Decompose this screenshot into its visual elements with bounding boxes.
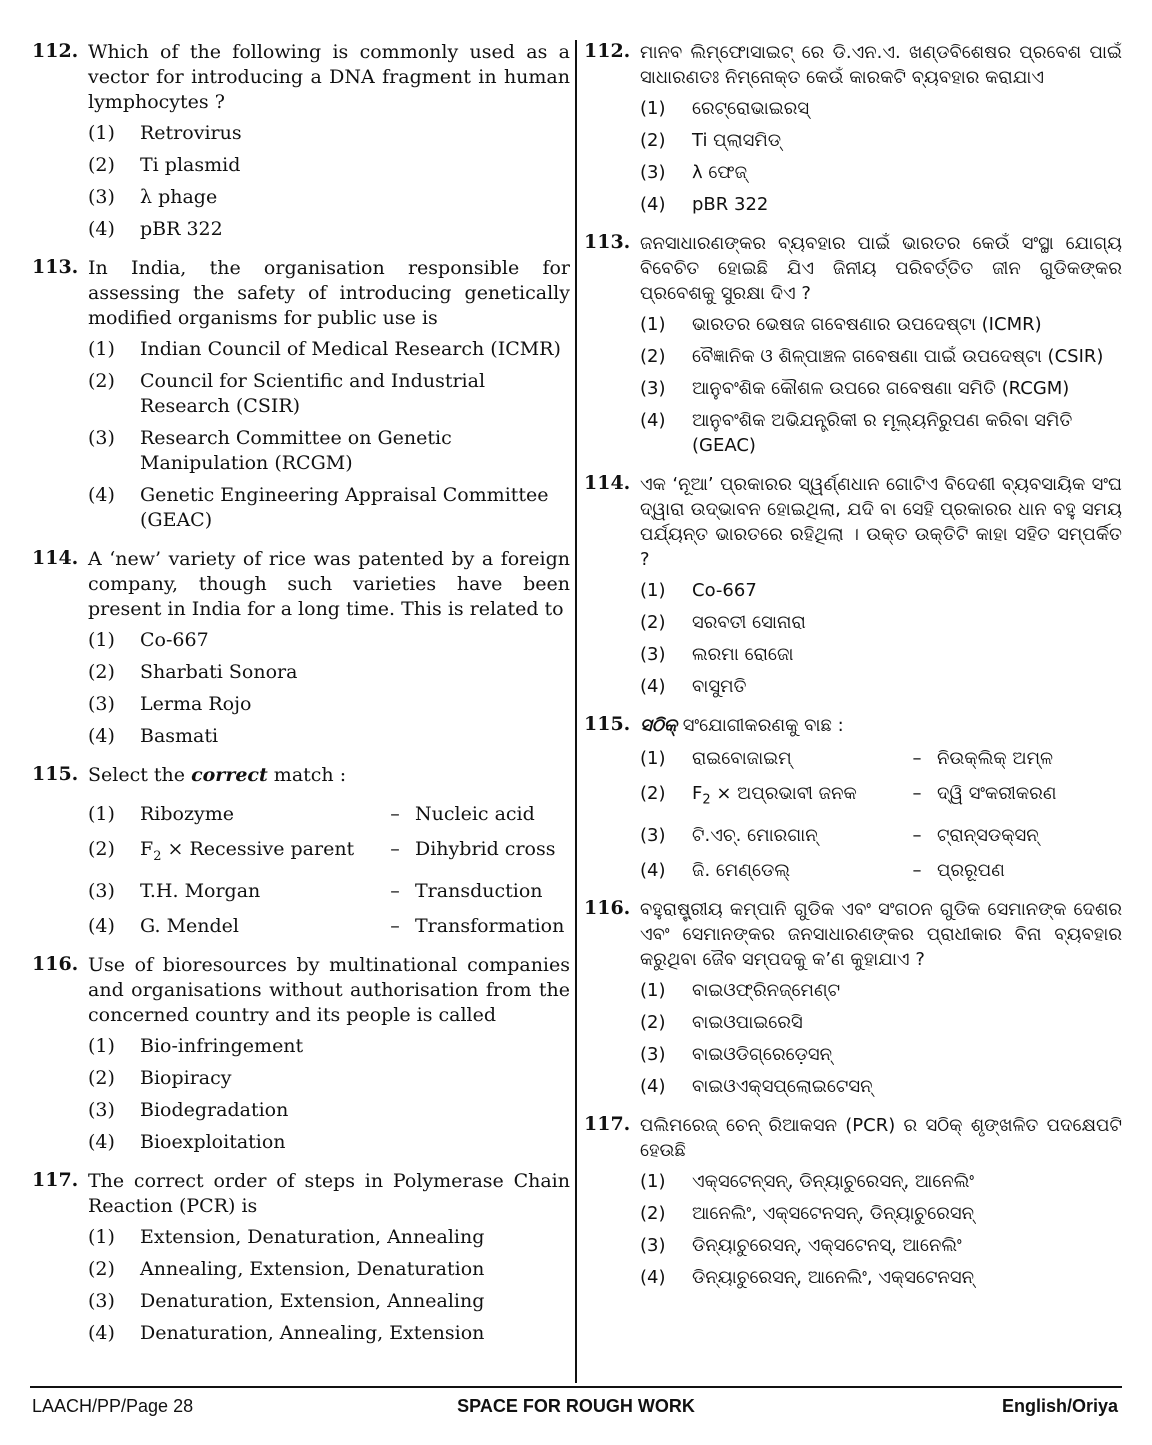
option-number: (3): [640, 1234, 666, 1256]
match-dash: –: [390, 879, 400, 902]
option-text: Ti ପ୍ଲାସମିଡ୍: [692, 130, 782, 151]
question: [30, 953, 570, 1155]
match-right-term: Transduction: [415, 879, 543, 902]
option: [88, 153, 570, 178]
match-dash: –: [912, 859, 922, 881]
option-text: ଆନୁବଂଶିକ ଅଭିଯନ୍ତ୍ରିକୀ ର ମୂଲ୍ୟନିରୁପଣ କରିବା ସମିତି (GEAC): [692, 410, 1073, 456]
option-number: (1): [88, 1034, 115, 1057]
option: [640, 376, 1122, 401]
question-stem: ମାନବ ଲିମ୍ଫୋସାଇଟ୍ ରେ ଡି.ଏନ.ଏ. ଖଣ୍ଡବିଶେଷର ପ୍ରବେଶ ପାଇଁ ସାଧାରଣତଃ ନିମ୍ନୋକ୍ତ କେଉଁ କାରକଟି ବ୍ୟବହାର କରାଯାଏ: [640, 42, 1122, 88]
option-text: ଡିନ୍ୟାଚୁରେସନ୍, ଆନେଲିଂ, ଏକ୍ସଟେନସନ୍: [692, 1266, 975, 1288]
option: [640, 312, 1122, 337]
option-text: pBR 322: [140, 218, 223, 240]
option-list: [88, 1034, 570, 1155]
match-left-term: ଜି. ମେଣ୍ଡେଲ୍: [692, 859, 790, 881]
match-right-term: Transformation: [415, 914, 565, 937]
match-left-term: G. Mendel: [140, 914, 239, 937]
question-number: 117.: [32, 1168, 79, 1191]
question-number: 113.: [584, 231, 631, 253]
option-number: (2): [640, 612, 666, 633]
option-number: (4): [640, 194, 666, 215]
option-text: Sharbati Sonora: [140, 661, 298, 683]
option: [640, 96, 1122, 121]
option-list: [88, 337, 570, 533]
question-stem: [640, 713, 1122, 738]
option-number: (1): [88, 629, 115, 651]
english-column: [30, 40, 570, 1380]
option: [88, 1034, 570, 1059]
option-text: Biopiracy: [140, 1066, 232, 1089]
option-text: Retrovirus: [140, 122, 242, 144]
option-number: (3): [640, 644, 666, 665]
option-list: [88, 1225, 570, 1346]
option: [640, 1201, 1122, 1226]
option: [88, 217, 570, 242]
option-text: ବୈଜ୍ଞାନିକ ଓ ଶିଳ୍ପାଞ୍ଚଳ ଗବେଷଣା ପାଇଁ ଉପଦେଷ୍ଟା (CSIR): [692, 346, 1104, 367]
option-list: [640, 96, 1122, 217]
option: [640, 1042, 1122, 1067]
option-text: Indian Council of Medical Research (ICMR): [140, 338, 561, 360]
option-number: (4): [88, 725, 115, 747]
option-text: ବାଇଓଡିଗ୍ରେଡ଼େସନ୍: [692, 1043, 833, 1065]
option: [640, 128, 1122, 153]
option: [88, 337, 570, 362]
match-table: [88, 802, 570, 939]
match-dash: –: [912, 783, 922, 804]
option-number: (1): [640, 748, 666, 769]
option-text: Lerma Rojo: [140, 693, 252, 715]
option-text: ଡିନ୍ୟାଚୁରେସନ୍, ଏକ୍ସଟେନସ୍, ଆନେଲିଂ: [692, 1234, 962, 1256]
option-text: Bioexploitation: [140, 1130, 286, 1153]
option-text: ବାଇଓଫ୍ରିନଜ୍‌ମେଣ୍ଟ: [692, 979, 841, 1001]
question-stem: ଏକ ‘ନୂଆ’ ପ୍ରକାରର ସ୍ୱର୍ଣ୍ଣଧାନ ଗୋଟିଏ ବିଦେଶୀ ବ୍ୟବସାୟିକ ସଂଘ ଦ୍ୱାରା ଉଦ୍ଭାବନ ହୋଇଥିଲା, ଯଦି ବା ସେହି ପ୍ରକାରର ଧାନ ବହୁ ସମୟ ପର୍ଯ୍ୟନ୍ତ ଭାରତରେ ରହିଥିଲା । ଉକ୍ତ ଉକ୍ତିଟି କାହା ସହିତ ସମ୍ପର୍କିତ ?: [640, 474, 1122, 570]
option: [88, 1098, 570, 1123]
option-list: [640, 578, 1122, 699]
option: [88, 369, 570, 419]
match-row: [640, 781, 1122, 813]
match-right-term: Nucleic acid: [415, 803, 535, 825]
match-right-term: ନିଉକ୍ଲିକ୍ ଅମ୍ଳ: [937, 748, 1054, 769]
match-row: [640, 746, 1122, 771]
option-text: Basmati: [140, 725, 219, 747]
option: [88, 628, 570, 653]
match-row: [88, 879, 570, 904]
option-number: (3): [640, 824, 666, 846]
stem-emphasis: correct: [191, 764, 268, 786]
question-number: 116.: [32, 952, 79, 975]
option-number: (4): [640, 676, 666, 697]
match-dash: –: [390, 838, 400, 860]
option-number: (4): [88, 218, 115, 240]
option-number: (3): [88, 1289, 115, 1312]
option-number: (2): [640, 346, 666, 367]
question-number: 115.: [584, 713, 631, 735]
option-number: (1): [640, 979, 666, 1001]
question-stem: ଜନସାଧାରଣଙ୍କର ବ୍ୟବହାର ପାଇଁ ଭାରତର କେଉଁ ସଂସ୍ଥା ଯୋଗ୍ୟ ବିବେଚିତ ହୋଇଛି ଯିଏ ଜିନୀୟ ପରିବର୍ତ୍ତିତ ଜୀନ ଗୁଡିକଙ୍କର ପ୍ରବେଶକୁ ସୁରକ୍ଷା ଦିଏ ?: [640, 233, 1122, 304]
question: [582, 231, 1122, 458]
option-list: [640, 312, 1122, 458]
option-text: Genetic Engineering Appraisal Committee (GEAC): [140, 484, 549, 531]
question-stem: ବହୁରାଷ୍ଟ୍ରୀୟ କମ୍ପାନି ଗୁଡିକ ଏବଂ ସଂଗଠନ ଗୁଡିକ ସେମାନଙ୍କ ଦେଶର ଏବଂ ସେମାନଙ୍କର ଜନସାଧାରଣଙ୍କର ପ୍ରାଧୀକାର ବିନା ବ୍ୟବହାର କରୁଥିବା ଜୈବ ସମ୍ପଦକୁ କ’ଣ କୁହାଯାଏ ?: [640, 898, 1122, 970]
match-left-term: T.H. Morgan: [140, 879, 261, 902]
term-text: F: [140, 838, 154, 860]
oriya-column: [582, 40, 1122, 1380]
option: [640, 344, 1122, 369]
option: [640, 642, 1122, 667]
option-text: Council for Scientific and Industrial Research (CSIR): [140, 370, 486, 417]
option: [640, 1169, 1122, 1194]
option-number: (2): [88, 661, 115, 683]
option-number: (2): [640, 1202, 666, 1224]
option-number: (3): [640, 162, 666, 183]
match-table: [640, 746, 1122, 883]
question-stem: [88, 763, 570, 788]
option: [640, 610, 1122, 635]
stem-text: ସଂଯୋଗୀକରଣକୁ ବାଛ :: [677, 715, 844, 736]
term-text: × ଅପ୍ରଭାବୀ ଜନକ: [710, 783, 857, 804]
option-number: (4): [640, 859, 666, 881]
option-number: (1): [640, 314, 666, 335]
question-number: 114.: [584, 472, 631, 494]
option-number: (1): [88, 122, 115, 144]
option-text: ବାଇଓପାଇରେସି: [692, 1011, 803, 1033]
question-number: 112.: [32, 40, 79, 62]
option: [88, 426, 570, 476]
option-text: ଭାରତର ଭେଷଜ ଗବେଷଣାର ଉପଦେଷ୍ଟା (ICMR): [692, 314, 1042, 335]
option-number: (2): [88, 838, 115, 860]
match-dash: –: [390, 803, 400, 825]
option-list: [640, 978, 1122, 1099]
question: [30, 40, 570, 242]
option-text: ଆନୁବଂଶିକ କୌଶଳ ଉପରେ ଗବେଷଣା ସମିତି (RCGM): [692, 378, 1070, 399]
question-number: 116.: [584, 896, 631, 919]
option-number: (4): [88, 1130, 115, 1153]
option-number: (1): [88, 338, 115, 360]
option-text: λ ଫେଜ୍: [692, 162, 748, 183]
option-number: (2): [640, 130, 666, 151]
question-number: 114.: [32, 547, 79, 569]
option-text: Research Committee on Genetic Manipulation (RCGM): [140, 427, 452, 474]
match-dash: –: [912, 824, 922, 846]
option-number: (4): [640, 1075, 666, 1097]
option-text: ବାଇଓଏକ୍ସପ୍ଲୋଇଟେସନ୍: [692, 1075, 873, 1097]
option-number: (2): [88, 1257, 115, 1280]
option-number: (3): [88, 427, 115, 449]
question: [582, 897, 1122, 1099]
option-number: (2): [640, 783, 666, 804]
option-text: Ti plasmid: [140, 154, 241, 176]
option: [640, 1233, 1122, 1258]
match-dash: –: [912, 748, 922, 769]
option-text: ବାସୁମତି: [692, 676, 747, 697]
option-text: Co-667: [140, 629, 209, 651]
option-text: Bio-infringement: [140, 1034, 304, 1057]
option: [88, 692, 570, 717]
question: [582, 40, 1122, 217]
option-text: ସରବତୀ ସୋନାରା: [692, 612, 806, 633]
option-number: (1): [88, 803, 115, 825]
option: [88, 660, 570, 685]
question-stem: A ‘new’ variety of rice was patented by a foreign company, though such varieties have been present in India for a long time. This is related to: [88, 548, 570, 620]
option-number: (4): [88, 914, 115, 937]
option-text: λ phage: [140, 186, 218, 208]
option: [88, 121, 570, 146]
option: [640, 408, 1122, 458]
match-left-term: Ribozyme: [140, 803, 234, 825]
footer-language: English/Oriya: [1001, 1396, 1118, 1416]
match-left-term: [692, 781, 897, 813]
match-right-term: Dihybrid cross: [415, 838, 556, 860]
option-number: (2): [88, 370, 115, 392]
option-number: (2): [88, 154, 115, 176]
option-number: (3): [640, 378, 666, 399]
option-text: ଲରମା ରୋଜୋ: [692, 644, 794, 665]
question-stem: Which of the following is commonly used as a vector for introducing a DNA fragment in human lymphocytes ?: [88, 41, 570, 113]
match-left-term: ରାଇବୋଜାଇମ୍: [692, 748, 792, 769]
option: [640, 674, 1122, 699]
option-number: (4): [640, 1266, 666, 1288]
option-text: ଏକ୍ସଟେନ୍‌ସନ୍, ଡିନ୍ୟାଚୁରେସନ୍, ଆନେଲିଂ: [692, 1170, 975, 1192]
option-text: Denaturation, Annealing, Extension: [140, 1321, 485, 1344]
option: [640, 160, 1122, 185]
option: [88, 1289, 570, 1314]
option-number: (3): [88, 693, 115, 715]
question-stem: ପଲିମରେଜ୍ ଚେନ୍ ରିଆକସନ (PCR) ର ସଠିକ୍ ଶୃଙ୍ଖଳିତ ପଦକ୍ଷେପଟି ହେଉଛି: [640, 1114, 1122, 1161]
option-text: Co-667: [692, 580, 757, 601]
match-row: [88, 837, 570, 869]
option-number: (4): [88, 1321, 115, 1344]
question-number: 112.: [584, 40, 631, 62]
question: [582, 472, 1122, 699]
option: [88, 724, 570, 749]
question-115: [582, 713, 1122, 883]
match-right-term: ଦ୍ୱି ସଂକରୀକରଣ: [937, 783, 1057, 804]
option-number: (3): [88, 1098, 115, 1121]
option-number: (3): [88, 879, 115, 902]
question: [30, 547, 570, 749]
exam-page: [30, 40, 1122, 1380]
question-number: 113.: [32, 256, 79, 278]
option: [88, 1225, 570, 1250]
option: [88, 1130, 570, 1155]
question-stem: In India, the organisation responsible for assessing the safety of introducing genetically modified organisms for public use is: [88, 257, 570, 329]
term-text: F: [692, 783, 703, 804]
footer-page-code: LAACH/PP/Page 28: [32, 1396, 194, 1416]
option: [640, 578, 1122, 603]
footer-rough-work: SPACE FOR ROUGH WORK: [457, 1396, 695, 1416]
term-text: × Recessive parent: [161, 838, 355, 860]
column-divider: [575, 40, 577, 1383]
option: [640, 1265, 1122, 1290]
match-row: [640, 823, 1122, 848]
option-number: (3): [88, 186, 115, 208]
option-text: Biodegradation: [140, 1098, 289, 1121]
option: [640, 1010, 1122, 1035]
option-text: Denaturation, Extension, Annealing: [140, 1289, 485, 1312]
match-right-term: ଟ୍ରାନ୍ସଡକ୍ସନ୍: [937, 824, 1039, 846]
question-stem: Use of bioresources by multinational companies and organisations without authorisation from the concerned country and its people is called: [88, 953, 570, 1026]
option: [88, 483, 570, 533]
option-list: [88, 121, 570, 242]
question: [582, 1113, 1122, 1290]
question-115: [30, 763, 570, 939]
footer-rule: [30, 1386, 1122, 1388]
question: [30, 256, 570, 533]
option: [640, 978, 1122, 1003]
match-left-term: [140, 837, 375, 869]
option-number: (4): [88, 484, 115, 506]
stem-emphasis: ସଠିକ୍: [640, 715, 678, 736]
option-number: (1): [88, 1225, 115, 1248]
option-number: (2): [640, 1011, 666, 1033]
page-footer: [30, 1396, 1122, 1420]
option-number: (4): [640, 410, 666, 431]
option: [640, 192, 1122, 217]
option-text: ଆନେଲିଂ, ଏକ୍ସଟେନସନ୍, ଡିନ୍ୟାଚୁରେସନ୍: [692, 1202, 975, 1224]
option-list: [640, 1169, 1122, 1290]
option-text: Annealing, Extension, Denaturation: [140, 1257, 485, 1280]
stem-text: Select the: [88, 764, 192, 786]
option-number: (1): [640, 98, 666, 119]
option-number: (3): [640, 1043, 666, 1065]
option-number: (2): [88, 1066, 115, 1089]
option-text: ରେଟ୍ରୋଭାଇରସ୍: [692, 98, 810, 119]
match-left-term: ଟି.ଏଚ୍. ମୋରଗାନ୍: [692, 824, 818, 846]
option: [88, 1321, 570, 1346]
option-number: (1): [640, 1170, 666, 1192]
option: [88, 1257, 570, 1282]
option: [88, 1066, 570, 1091]
option-text: pBR 322: [692, 194, 769, 215]
match-row: [88, 914, 570, 939]
option-number: (1): [640, 580, 666, 601]
term-subscript: 2: [702, 792, 711, 808]
option: [640, 1074, 1122, 1099]
question-number: 115.: [32, 763, 79, 785]
option-text: Extension, Denaturation, Annealing: [140, 1225, 485, 1248]
match-row: [88, 802, 570, 827]
question-number: 117.: [584, 1112, 631, 1135]
option-list: [88, 628, 570, 749]
match-right-term: ପ୍ରରୂପଣ: [937, 859, 1005, 881]
question-stem: The correct order of steps in Polymerase Chain Reaction (PCR) is: [88, 1169, 570, 1217]
term-subscript: 2: [153, 848, 162, 864]
match-row: [640, 858, 1122, 883]
match-dash: –: [390, 914, 400, 937]
stem-text: match :: [267, 764, 347, 786]
question: [30, 1169, 570, 1346]
option: [88, 185, 570, 210]
